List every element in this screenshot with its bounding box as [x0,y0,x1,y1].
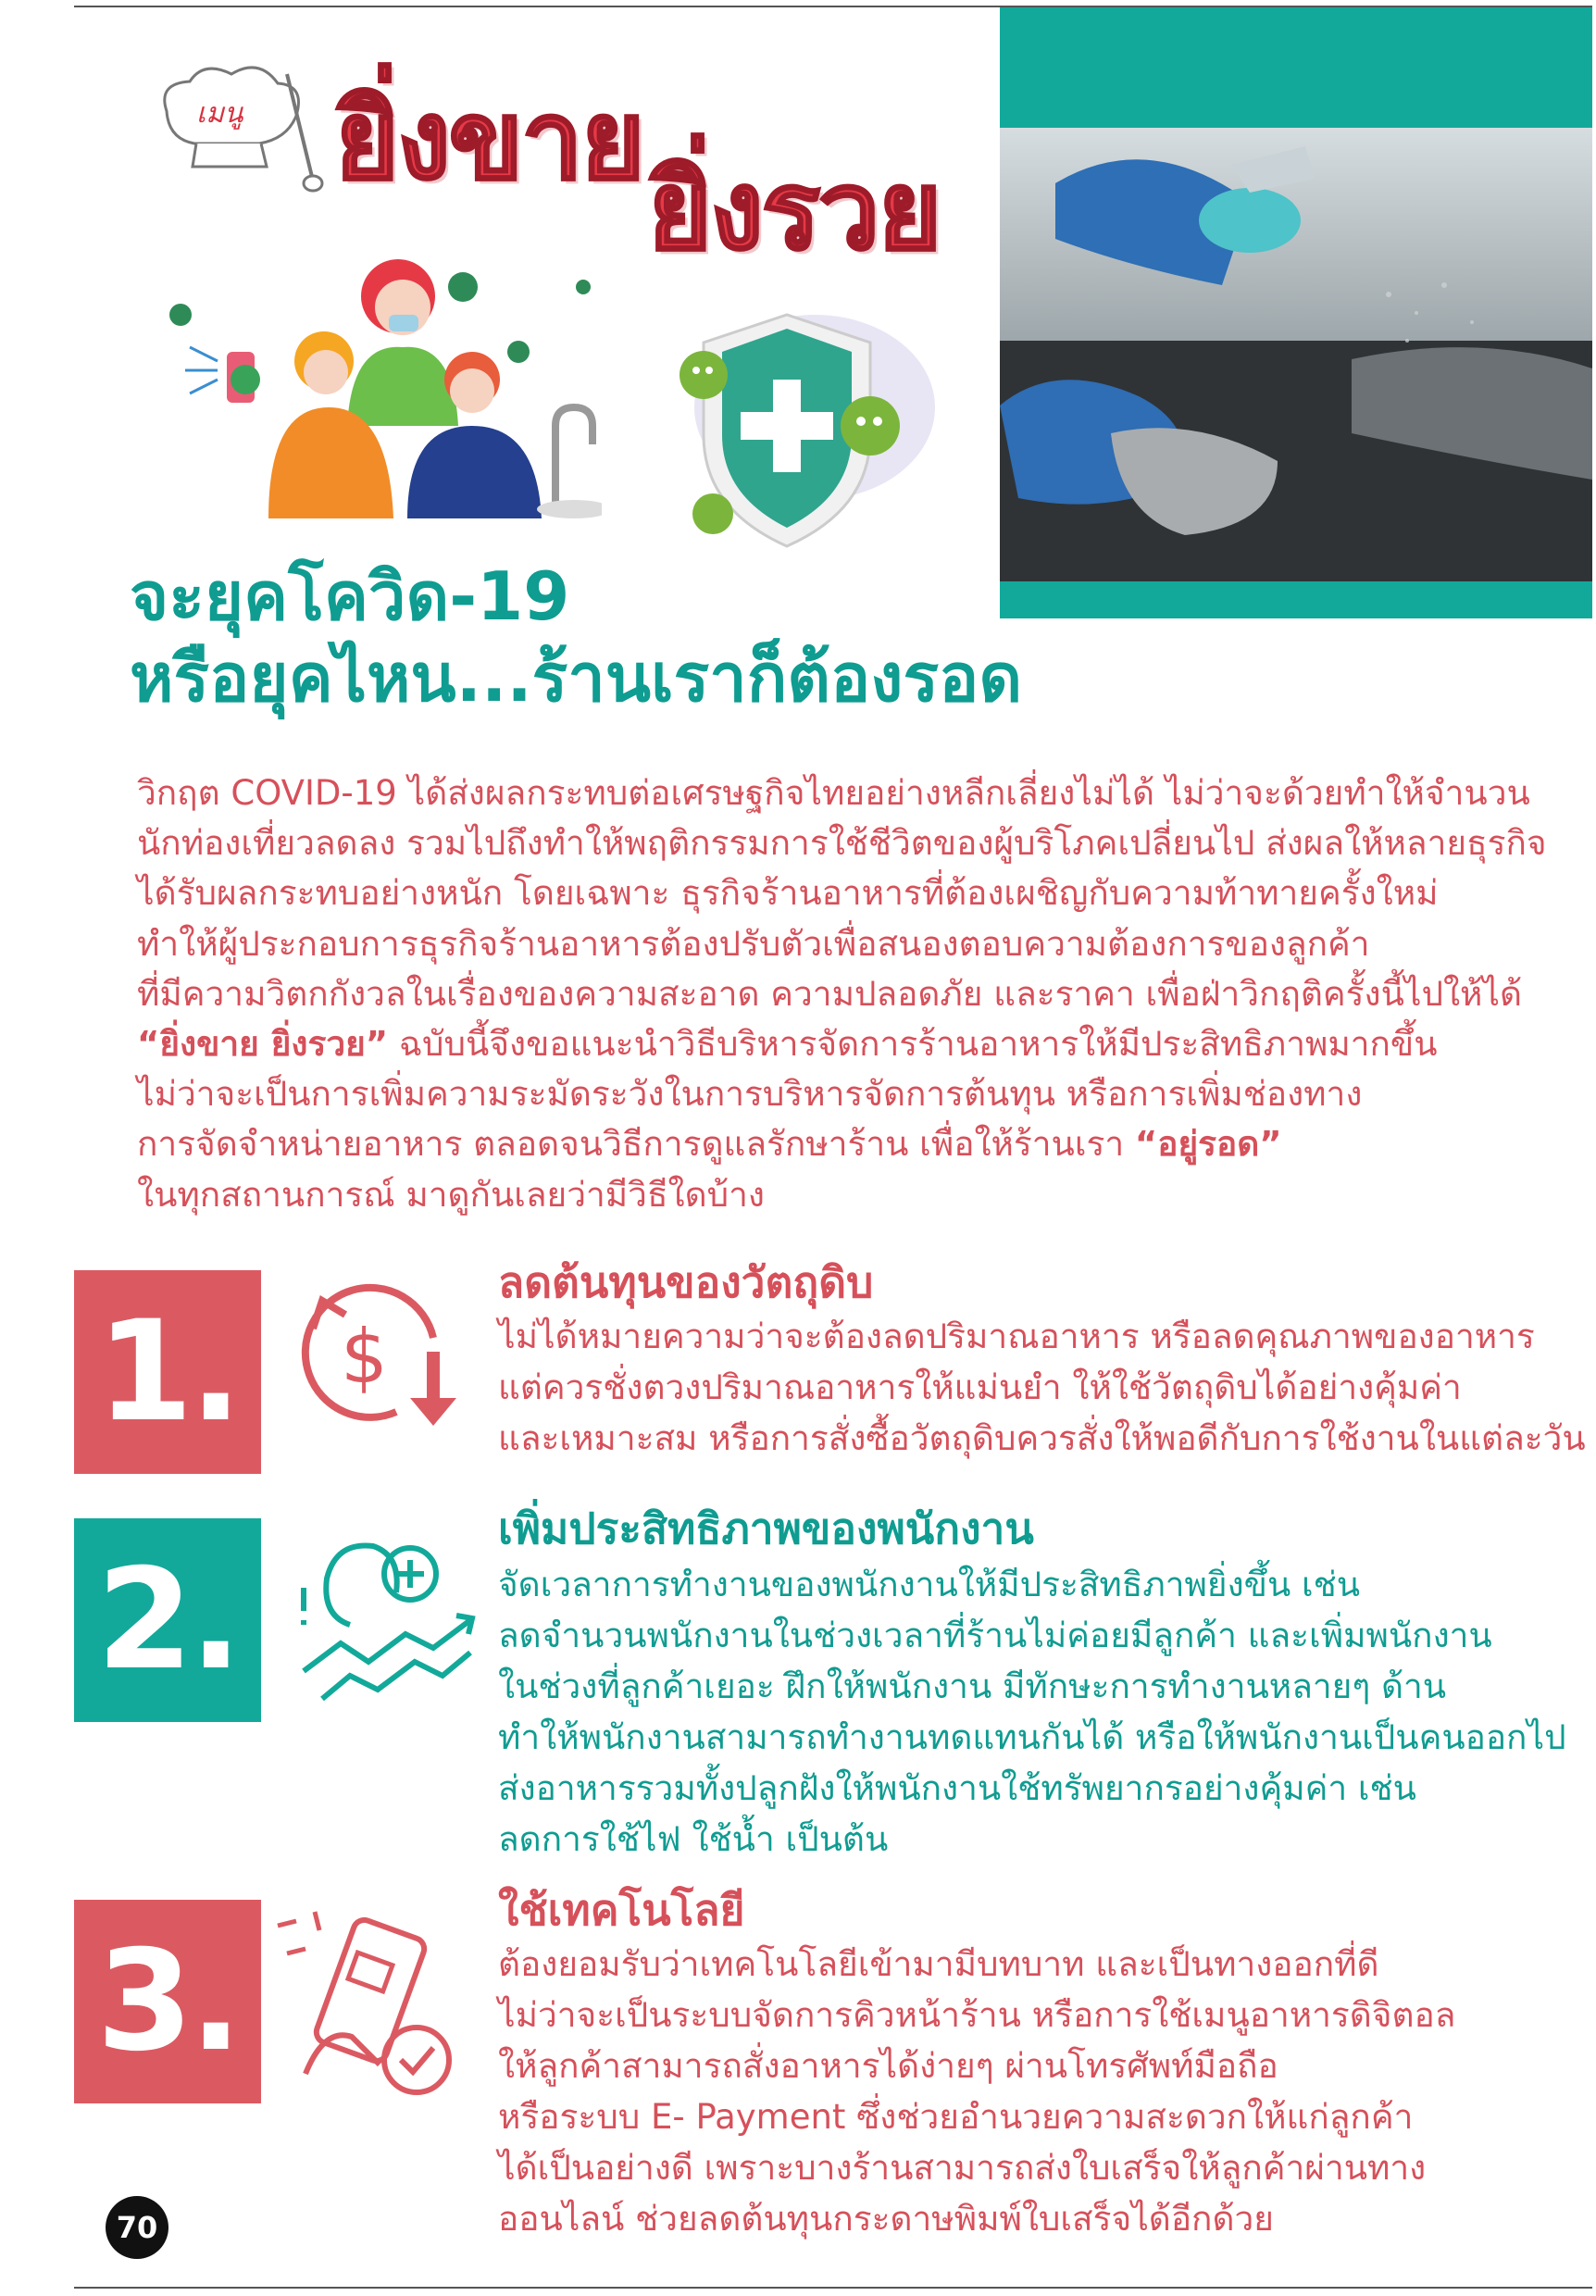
headline-line-2: หรือยุคไหน...ร้านเราก็ต้องรอด [130,639,1023,717]
cleaning-table-photo [1000,128,1592,581]
intro-line [137,1019,1563,1069]
section-2-number: 2. [74,1518,261,1722]
section-body-line: ไม่ได้หมายความว่าจะต้องลดปริมาณอาหาร หรือลดคุณภาพของอาหาร [498,1316,1535,1356]
employee-growth-icon [294,1532,480,1708]
section-3-title: ใช้เทคโนโลยี [498,1885,745,1935]
intro-line: ได้รับผลกระทบอย่างหนัก โดยเฉพาะ ธุรกิจร้านอาหารที่ต้องเผชิญกับความท้าทายครั้งใหม่ [137,873,1439,914]
intro-line: ที่มีความวิตกกังวลในเรื่องของความสะอาด ความปลอดภัย และราคา เพื่อฝ่าวิกฤติครั้งนี้ไปให้ได้ [137,973,1523,1014]
section-2-title: เพิ่มประสิทธิภาพของพนักงาน [498,1504,1034,1554]
section-body-line: ทำให้พนักงานสามารถทำงานทดแทนกันได้ หรือให้พนักงานเป็นคนออกไป [498,1717,1566,1757]
section-body-line: หรือระบบ E- Payment ซึ่งช่วยอำนวยความสะดวกให้แก่ลูกค้า [498,2097,1414,2137]
section-body-line: ส่งอาหารรวมทั้งปลูกฝังให้พนักงานใช้ทรัพยากรอย่างคุ้มค่า เช่น [498,1768,1416,1808]
photo-bottom-teal-bar [1000,581,1592,618]
page-number: 70 [106,2196,168,2259]
photo-top-teal-bar [1000,7,1592,128]
section-body-line: ออนไลน์ ช่วยลดต้นทุนกระดาษพิมพ์ใบเสร็จได้อีกด้วย [498,2199,1274,2239]
intro-line: นักท่องเที่ยวลดลง รวมไปถึงทำให้พฤติกรรมการใช้ชีวิตของผู้บริโภคเปลี่ยนไป ส่งผลให้หลายธุรกิจ [137,823,1547,864]
section-2-body [498,1559,1566,1865]
svg-text:$: $ [341,1314,388,1400]
intro-emphasis: “ยิ่งขาย ยิ่งรวย” [137,1024,389,1065]
bottom-rule [74,2287,1592,2289]
intro-line: ในทุกสถานการณ์ มาดูกันเลยว่ามีวิธีใดบ้าง [137,1174,765,1215]
section-3-number: 3. [74,1900,261,2103]
title-line-2: ยิ่งรวย [648,146,941,274]
chef-hat-logo-icon [148,56,324,194]
section-1-body [498,1311,1586,1464]
dollar-decrease-icon [294,1273,470,1435]
intro-line: วิกฤต COVID-19 ได้ส่งผลกระทบต่อเศรษฐกิจไทยอย่างหลีกเลี่ยงไม่ได้ ไม่ว่าจะด้วยทำให้จำนวน [137,773,1530,813]
intro-line-text: การจัดจำหน่ายอาหาร ตลอดจนวิธีการดูแลรักษาร้าน เพื่อให้ร้านเรา [137,1124,1135,1165]
intro-emphasis: “อยู่รอด” [1134,1124,1282,1165]
section-body-line: ได้เป็นอย่างดี เพราะบางร้านสามารถส่งใบเสร็จให้ลูกค้าผ่านทาง [498,2148,1427,2188]
intro-line-text: ฉบับนี้จึงขอแนะนำวิธีบริหารจัดการร้านอาหารให้มีประสิทธิภาพมากขึ้น [388,1024,1438,1065]
people-hygiene-illustration [167,241,602,518]
logo-text: เมนู [196,97,243,130]
headline [130,555,1022,718]
section-body-line: และเหมาะสม หรือการสั่งซื้อวัตถุดิบควรสั่งให้พอดีกับการใช้งานในแต่ละวัน [498,1418,1586,1458]
section-body-line: แต่ควรชั่งตวงปริมาณอาหารให้แม่นยำ ให้ใช้วัตถุดิบได้อย่างคุ้มค่า [498,1367,1462,1407]
title-line-1: ยิ่งขาย [335,76,643,204]
section-body-line: ไม่ว่าจะเป็นระบบจัดการคิวหน้าร้าน หรือการใช้เมนูอาหารดิจิตอล [498,1995,1456,2035]
intro-line: ทำให้ผู้ประกอบการธุรกิจร้านอาหารต้องปรับตัวเพื่อสนองตอบความต้องการของลูกค้า [137,923,1370,964]
headline-line-1: จะยุคโควิด-19 [130,557,570,635]
intro-paragraph [137,768,1563,1220]
section-body-line: ให้ลูกค้าสามารถสั่งอาหารได้ง่ายๆ ผ่านโทรศัพท์มือถือ [498,2046,1278,2086]
section-body-line: ในช่วงที่ลูกค้าเยอะ ฝึกให้พนักงาน มีทักษะการทำงานหลายๆ ด้าน [498,1666,1447,1706]
section-3-body [498,1939,1455,2244]
virus-shield-illustration [648,306,944,555]
section-1-title: ลดต้นทุนของวัตถุดิบ [498,1257,874,1307]
section-body-line: จัดเวลาการทำงานของพนักงานให้มีประสิทธิภาพยิ่งขึ้น เช่น [498,1565,1361,1604]
section-1-number: 1. [74,1270,261,1474]
intro-line: ไม่ว่าจะเป็นการเพิ่มความระมัดระวังในการบริหารจัดการต้นทุน หรือการเพิ่มช่องทาง [137,1074,1363,1115]
section-body-line: ต้องยอมรับว่าเทคโนโลยีเข้ามามีบทบาท และเป็นทางออกที่ดี [498,1944,1379,1984]
intro-line [137,1119,1563,1169]
section-body-line: ลดการใช้ไฟ ใช้น้ำ เป็นต้น [498,1819,889,1859]
mobile-payment-icon [268,1907,463,2102]
section-body-line: ลดจำนวนพนักงานในช่วงเวลาที่ร้านไม่ค่อยมีลูกค้า และเพิ่มพนักงาน [498,1616,1492,1655]
